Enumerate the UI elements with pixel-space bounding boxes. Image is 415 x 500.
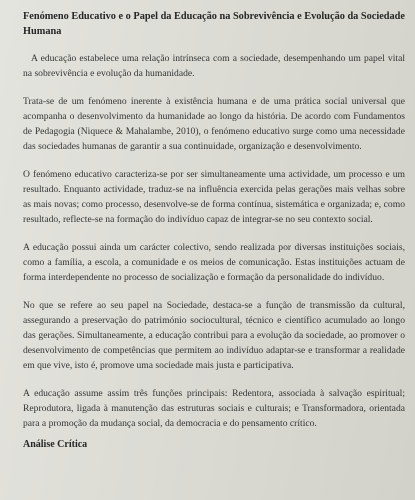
paragraph-6: A educação assume assim três funções principais: Redentora, associada à salvação espiritual; Reprodutora, ligada à manutenção das estruturas sociais e culturais; e Transformadora, orientada para a promoção da mudança social, da democracia e do pensamento crítico. (23, 388, 405, 429)
paragraph-3: O fenómeno educativo caracteriza-se por ser simultaneamente uma actividade, um processo e um resultado. Enquanto actividade, traduz-se na influência exercida pelas gerações mais velhas sobre as mais novas; como processo, desenvolve-se de forma contínua, sistemática e organizada; e, como resultado, reflecte-se na formação do indivíduo capaz de integrar-se no seu contexto social. (23, 169, 405, 225)
paragraph-4: A educação possui ainda um carácter colectivo, sendo realizada por diversas instituições sociais, como a família, a escola, a comunidade e os meios de comunicação. Estas instituições actuam de forma interdependente no processo de socialização e formação da personalidade do indivíduo. (23, 242, 405, 283)
paragraph-5: No que se refere ao seu papel na Sociedade, destaca-se a função de transmissão da cultural, assegurando a preservação do património sociocultural, técnico e científico acumulado ao longo das gerações. Simultaneamente, a educação contribui para a evolução da sociedade, ao promover o desenvolvimento de competências que permitem ao indivíduo adaptar-se e transformar a realidade em que vive, isto é, promove uma sociedade mais justa e participativa. (23, 300, 405, 371)
section-heading-analise-critica: Análise Crítica (23, 439, 88, 450)
document-title: Fenómeno Educativo e o Papel da Educação na Sobrevivência e Evolução da Sociedade Humana (23, 11, 405, 37)
paragraph-1: A educação estabelece uma relação intrínseca com a sociedade, desempenhando um papel vital na sobrevivência e evolução da humanidade. (23, 53, 405, 79)
paragraph-2: Trata-se de um fenómeno inerente à existência humana e de uma prática social universal que acompanha o desenvolvimento da humanidade ao longo da história. De acordo com Fundamentos de Pedagogia (Niquece & Mahalambe, 2010), o fenómeno educativo surge como uma necessidade das sociedades humanas de garantir a sua continuidade, organização e desenvolvimento. (23, 96, 405, 152)
